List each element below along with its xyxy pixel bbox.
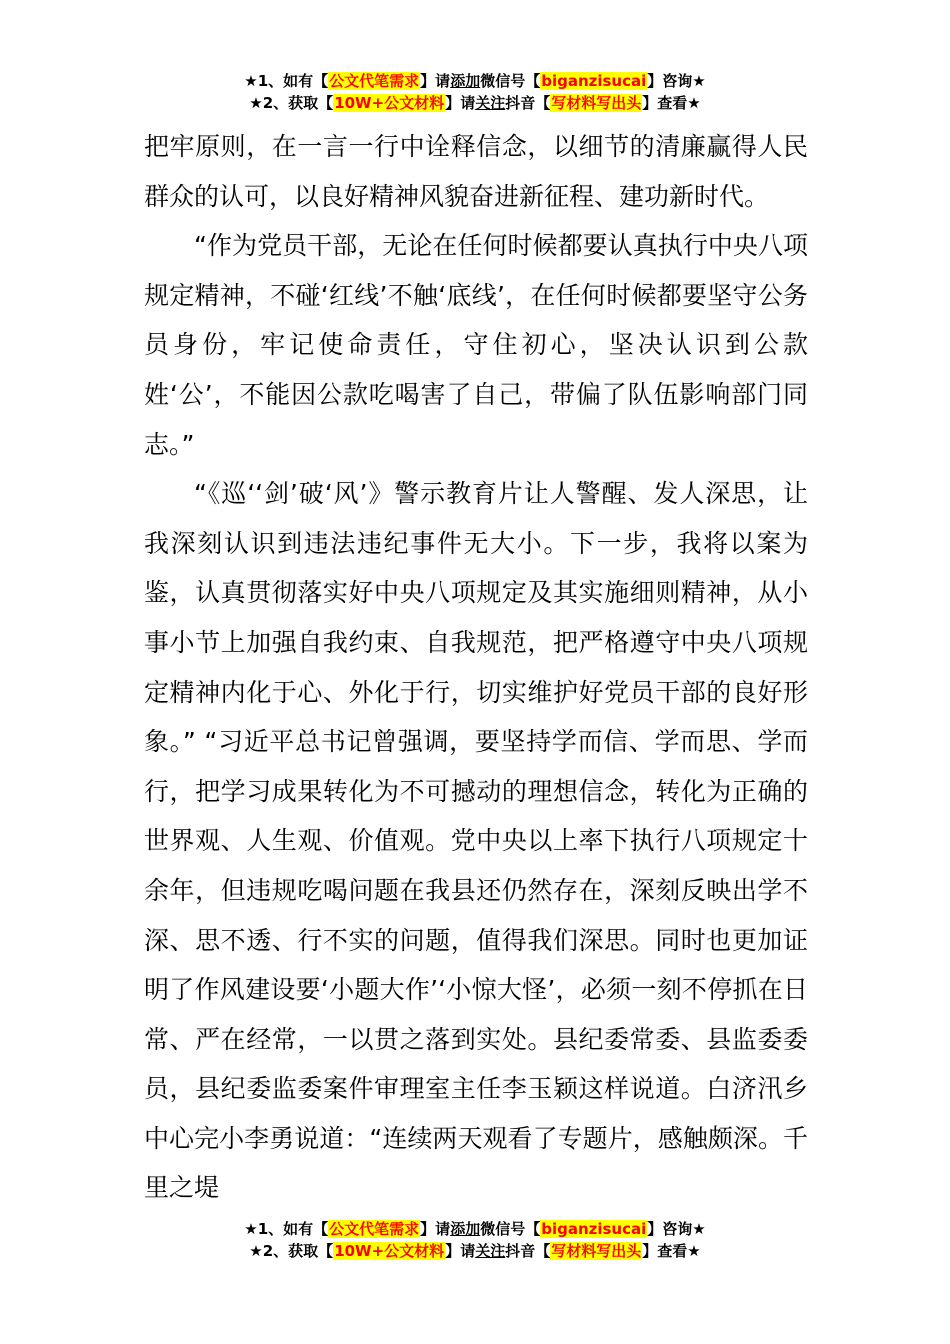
highlight-wechat-id: biganzisucai <box>541 72 647 90</box>
highlight-douyin-account: 写材料写出头 <box>551 1242 642 1260</box>
footer-banner-line-2: ★2、获取【10W+公文材料】请关注抖音【写材料写出头】查看★ <box>249 1242 701 1260</box>
header-banner-line-2: ★2、获取【10W+公文材料】请关注抖音【写材料写出头】查看★ <box>249 94 701 112</box>
footer-banner <box>0 1218 950 1262</box>
highlight-materials: 10W+公文材料 <box>334 94 445 112</box>
header-banner-line-1: ★1、如有【公文代笔需求】请添加微信号【biganzisucai】咨询★ <box>244 72 706 90</box>
header-banner <box>0 70 950 114</box>
document-body <box>144 122 808 1213</box>
paragraph-1: 把牢原则，在一言一行中诠释信念，以细节的清廉赢得人民群众的认可，以良好精神风貌奋进新征程、建功新时代。 <box>144 132 808 211</box>
paragraph-3: “《巡‘‘剑’破‘风’》警示教育片让人警醒、发人深思，让我深刻认识到违法违纪事件无大小。下一步，我将以案为鉴，认真贯彻落实好中央八项规定及其实施细则精神，从小事小节上加强自我约束、自我规范，把严格遵守中央八项规定精神内化于心、外化于行，切实维护好党员干部的良好形象。” “习近平总书记曾强调，要坚持学而信、学而思、学而行，把学习成果转化为不可撼动的理想信念，转化为正确的世界观、人生观、价值观。党中央以上率下执行八项规定十余年，但违规吃喝问题在我县还仍然存在，深刻反映出学不深、思不透、行不实的问题，值得我们深思。同时也更加证明了作风建设要‘小题大作’‘小惊大怪’，必须一刻不停抓在日常、严在经常，一以贯之落到实处。县纪委常委、县监委委员，县纪委监委案件审理室主任李玉颖这样说道。白济汛乡中心完小李勇说道：“连续两天观看了专题片，感触颇深。千里之堤 <box>144 479 808 1203</box>
paragraph-2: “作为党员干部，无论在任何时候都要认真执行中央八项规定精神，不碰‘红线’不触‘底线’，在任何时候都要坚守公务员身份，牢记使命责任，守住初心，坚决认识到公款姓‘公’，不能因公款吃喝害了自己，带偏了队伍影响部门同志。” <box>144 231 808 459</box>
highlight-materials: 10W+公文材料 <box>334 1242 445 1260</box>
highlight-ghostwriting: 公文代笔需求 <box>329 1220 420 1238</box>
highlight-ghostwriting: 公文代笔需求 <box>329 72 420 90</box>
highlight-douyin-account: 写材料写出头 <box>551 94 642 112</box>
highlight-wechat-id: biganzisucai <box>541 1220 647 1238</box>
footer-banner-line-1: ★1、如有【公文代笔需求】请添加微信号【biganzisucai】咨询★ <box>244 1220 706 1238</box>
